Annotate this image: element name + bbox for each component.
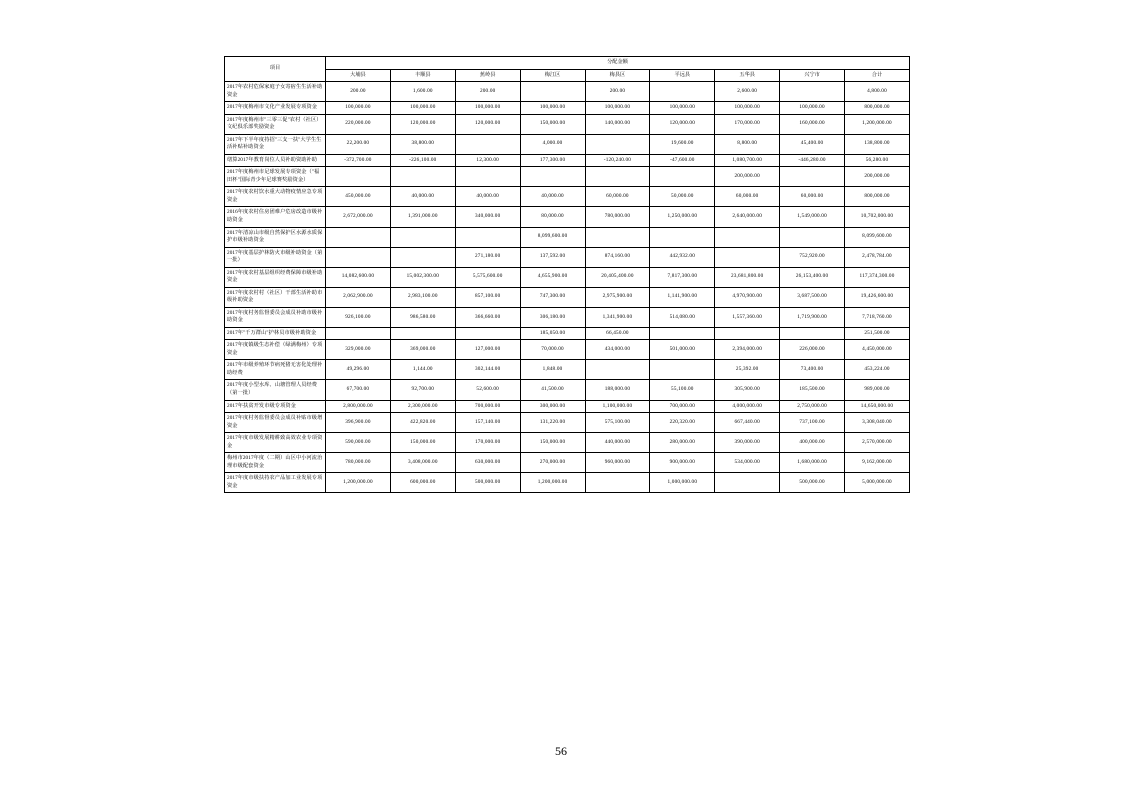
row-amount-value: -226,100.00 bbox=[390, 154, 455, 167]
table-header-row-1 bbox=[225, 57, 910, 70]
row-amount-value: 2,062,900.00 bbox=[326, 287, 391, 307]
row-amount-value: 60,000.00 bbox=[585, 187, 650, 207]
row-amount-value: 7,817,300.00 bbox=[650, 267, 715, 287]
row-item-label: 2017年度基层护林防火市级补助资金（第一批） bbox=[225, 247, 326, 267]
row-amount-value: 100,000.00 bbox=[455, 102, 520, 115]
column-header-jiaoling: 蕉岭县 bbox=[455, 69, 520, 82]
row-amount-value: 2,394,000.00 bbox=[715, 340, 780, 360]
row-amount-value: 200.00 bbox=[585, 82, 650, 102]
row-amount-value: 12,300.00 bbox=[455, 154, 520, 167]
row-amount-value: 150,000.00 bbox=[520, 433, 585, 453]
row-amount-value bbox=[780, 167, 845, 187]
row-amount-value: 329,000.00 bbox=[326, 340, 391, 360]
row-amount-value: 200.00 bbox=[326, 82, 391, 102]
row-amount-value: 150,000.00 bbox=[390, 433, 455, 453]
row-total-value: 2,478,784.00 bbox=[845, 247, 910, 267]
column-header-dabu: 大埔县 bbox=[326, 69, 391, 82]
row-total-value: 800,000.00 bbox=[845, 102, 910, 115]
row-amount-value bbox=[715, 473, 780, 493]
row-item-label: 缮算2017年教育岗位人员补助资助补助 bbox=[225, 154, 326, 167]
row-amount-value: 575,100.00 bbox=[585, 413, 650, 433]
row-total-value: 1,200,000.00 bbox=[845, 114, 910, 134]
row-amount-value: 80,000.00 bbox=[520, 207, 585, 227]
row-amount-value: 737,100.00 bbox=[780, 413, 845, 433]
row-amount-value bbox=[390, 327, 455, 340]
row-item-label: 2017年下半年度持招"三支一扶"大学生生活补贴补助资金 bbox=[225, 134, 326, 154]
row-amount-value bbox=[390, 167, 455, 187]
row-amount-value: 2,600.00 bbox=[715, 82, 780, 102]
row-amount-value: 700,000.00 bbox=[455, 400, 520, 413]
row-amount-value: 4,655,900.00 bbox=[520, 267, 585, 287]
row-amount-value: 1,144.00 bbox=[390, 360, 455, 380]
row-item-label: 2017年扶贫开发市级专项资金 bbox=[225, 400, 326, 413]
row-total-value: 138,800.00 bbox=[845, 134, 910, 154]
row-amount-value: 630,000.00 bbox=[455, 453, 520, 473]
row-amount-value bbox=[715, 227, 780, 247]
row-item-label: 2016年度农村住房团难户危房改造市级补助资金 bbox=[225, 207, 326, 227]
row-amount-value: 185,050.00 bbox=[520, 327, 585, 340]
row-amount-value: 1,391,000.00 bbox=[390, 207, 455, 227]
row-amount-value: 747,300.00 bbox=[520, 287, 585, 307]
row-amount-value bbox=[780, 227, 845, 247]
row-amount-value: 25,392.00 bbox=[715, 360, 780, 380]
row-item-label: 2017年度市级发展精耕致高效农业专项资金 bbox=[225, 433, 326, 453]
row-amount-value: 1,141,900.00 bbox=[650, 287, 715, 307]
row-amount-value: 1,848.00 bbox=[520, 360, 585, 380]
row-amount-value: 131,220.00 bbox=[520, 413, 585, 433]
column-header-pingyuan: 平远县 bbox=[650, 69, 715, 82]
row-amount-value bbox=[585, 227, 650, 247]
row-amount-value: 100,000.00 bbox=[650, 102, 715, 115]
row-amount-value: 73,400.00 bbox=[780, 360, 845, 380]
row-amount-value: 120,000.00 bbox=[650, 114, 715, 134]
row-amount-value: 874,160.00 bbox=[585, 247, 650, 267]
row-amount-value: 1,680,000.00 bbox=[780, 453, 845, 473]
table-row bbox=[225, 227, 910, 247]
row-amount-value: 514,080.00 bbox=[650, 307, 715, 327]
row-amount-value: 220,000.00 bbox=[326, 114, 391, 134]
row-item-label: 2017年农村危保家庭子女寄宿生生活补助资金 bbox=[225, 82, 326, 102]
fund-allocation-table-wrapper bbox=[224, 56, 899, 493]
row-amount-value: 100,000.00 bbox=[326, 102, 391, 115]
row-amount-value: 200.00 bbox=[455, 82, 520, 102]
row-amount-value: 26,153,400.00 bbox=[780, 267, 845, 287]
row-amount-value bbox=[650, 167, 715, 187]
row-amount-value: 422,820.00 bbox=[390, 413, 455, 433]
row-total-value: 9,162,000.00 bbox=[845, 453, 910, 473]
row-item-label: 2017年度农村基层组织经费保障市级补助资金 bbox=[225, 267, 326, 287]
row-amount-value: 780,000.00 bbox=[585, 207, 650, 227]
row-amount-value: 188,000.00 bbox=[585, 380, 650, 400]
row-total-value: 10,702,000.00 bbox=[845, 207, 910, 227]
row-amount-value: 2,672,000.00 bbox=[326, 207, 391, 227]
row-amount-value: 3,408,000.00 bbox=[390, 453, 455, 473]
row-amount-value: 160,000.00 bbox=[780, 114, 845, 134]
row-amount-value bbox=[650, 227, 715, 247]
table-row bbox=[225, 102, 910, 115]
row-amount-value: -47,600.00 bbox=[650, 154, 715, 167]
row-amount-value: 2,640,000.00 bbox=[715, 207, 780, 227]
row-amount-value: 226,000.00 bbox=[780, 340, 845, 360]
row-total-value: 56,280.00 bbox=[845, 154, 910, 167]
row-total-value: 800,000.00 bbox=[845, 187, 910, 207]
fund-allocation-table bbox=[224, 56, 910, 493]
row-amount-value bbox=[650, 327, 715, 340]
row-amount-value bbox=[455, 327, 520, 340]
table-row bbox=[225, 247, 910, 267]
row-item-label: 2017年度市级扶持农产品加工业发展专项资金 bbox=[225, 473, 326, 493]
table-row bbox=[225, 473, 910, 493]
row-total-value: 7,718,760.00 bbox=[845, 307, 910, 327]
row-amount-value: 100,000.00 bbox=[715, 102, 780, 115]
row-amount-value bbox=[585, 167, 650, 187]
row-amount-value: 1,719,900.00 bbox=[780, 307, 845, 327]
table-header bbox=[225, 57, 910, 82]
row-amount-value: 8,099,600.00 bbox=[520, 227, 585, 247]
table-row bbox=[225, 207, 910, 227]
row-amount-value: 67,700.00 bbox=[326, 380, 391, 400]
row-amount-value: 986,580.00 bbox=[390, 307, 455, 327]
row-amount-value: 270,000.00 bbox=[520, 453, 585, 473]
row-amount-value: 40,000.00 bbox=[520, 187, 585, 207]
row-amount-value: 300,000.00 bbox=[520, 400, 585, 413]
row-item-label: 2017年市级养殖环节病死猪无害化处理补助经费 bbox=[225, 360, 326, 380]
table-row bbox=[225, 360, 910, 380]
row-amount-value: 8,800.00 bbox=[715, 134, 780, 154]
row-amount-value: 667,440.00 bbox=[715, 413, 780, 433]
row-amount-value: 1,557,360.00 bbox=[715, 307, 780, 327]
table-row bbox=[225, 307, 910, 327]
row-amount-value: 450,000.00 bbox=[326, 187, 391, 207]
row-amount-value: 137,592.00 bbox=[520, 247, 585, 267]
row-total-value: 5,000,000.00 bbox=[845, 473, 910, 493]
row-amount-value: 271,180.00 bbox=[455, 247, 520, 267]
row-amount-value: 55,100.00 bbox=[650, 380, 715, 400]
row-amount-value: 5,575,600.00 bbox=[455, 267, 520, 287]
table-row bbox=[225, 380, 910, 400]
row-amount-value: 280,000.00 bbox=[650, 433, 715, 453]
table-row bbox=[225, 134, 910, 154]
row-amount-value: 340,000.00 bbox=[455, 207, 520, 227]
row-amount-value: 2,750,000.00 bbox=[780, 400, 845, 413]
column-header-wuhua: 五华县 bbox=[715, 69, 780, 82]
table-body bbox=[225, 82, 910, 493]
row-amount-value: 305,900.00 bbox=[715, 380, 780, 400]
table-row bbox=[225, 287, 910, 307]
row-amount-value: 140,000.00 bbox=[585, 114, 650, 134]
row-amount-value bbox=[455, 167, 520, 187]
row-amount-value: 1,600.00 bbox=[390, 82, 455, 102]
row-amount-value: 41,500.00 bbox=[520, 380, 585, 400]
row-amount-value: 220,320.00 bbox=[650, 413, 715, 433]
row-total-value: 989,000.00 bbox=[845, 380, 910, 400]
row-amount-value bbox=[650, 82, 715, 102]
row-item-label: 梅州市2017年度（二期）山区中小河流治理市级配套资金 bbox=[225, 453, 326, 473]
row-amount-value bbox=[585, 134, 650, 154]
table-row bbox=[225, 413, 910, 433]
row-amount-value: 306,180.00 bbox=[520, 307, 585, 327]
row-amount-value: 170,000.00 bbox=[715, 114, 780, 134]
row-amount-value: 1,549,000.00 bbox=[780, 207, 845, 227]
column-header-meijiang: 梅江区 bbox=[520, 69, 585, 82]
table-row bbox=[225, 327, 910, 340]
row-amount-value: 442,932.00 bbox=[650, 247, 715, 267]
row-amount-value bbox=[715, 247, 780, 267]
row-amount-value: 396,900.00 bbox=[326, 413, 391, 433]
row-amount-value: 390,000.00 bbox=[715, 433, 780, 453]
row-amount-value: 100,000.00 bbox=[585, 102, 650, 115]
row-item-label: 2017年度农村饮水重大动物疫情应急专项资金 bbox=[225, 187, 326, 207]
row-total-value: 251,500.00 bbox=[845, 327, 910, 340]
row-item-label: 2017年度梅州市"三零三促"农村（社区）文纪俱乐部奖励资金 bbox=[225, 114, 326, 134]
row-amount-value: 1,000,000.00 bbox=[650, 473, 715, 493]
table-header-row-2 bbox=[225, 69, 910, 82]
row-amount-value: 100,000.00 bbox=[390, 102, 455, 115]
row-amount-value bbox=[650, 360, 715, 380]
row-amount-value: 500,000.00 bbox=[455, 473, 520, 493]
row-total-value: 14,650,000.00 bbox=[845, 400, 910, 413]
row-amount-value: 1,080,700.00 bbox=[715, 154, 780, 167]
row-item-label: 2017年"千万群山"护林员市级补助资金 bbox=[225, 327, 326, 340]
row-amount-value: 1,100,000.00 bbox=[585, 400, 650, 413]
row-total-value: 3,308,040.00 bbox=[845, 413, 910, 433]
row-amount-value: 752,920.00 bbox=[780, 247, 845, 267]
row-item-label: 2017年度梅州市足球发展专项资金（"福田杯"国际青少年足球赛奖励资金） bbox=[225, 167, 326, 187]
row-amount-value bbox=[326, 247, 391, 267]
row-amount-value: 2,975,900.00 bbox=[585, 287, 650, 307]
row-item-label: 2017年清凉山市级自然保护区水源水质保护市级补助资金 bbox=[225, 227, 326, 247]
row-amount-value: -120,240.00 bbox=[585, 154, 650, 167]
row-amount-value: 100,000.00 bbox=[780, 102, 845, 115]
column-header-total: 合计 bbox=[845, 69, 910, 82]
row-item-label: 2017年度小型水库、山塘管理人员经费（第一批） bbox=[225, 380, 326, 400]
row-amount-value: 1,250,000.00 bbox=[650, 207, 715, 227]
row-amount-value: 185,500.00 bbox=[780, 380, 845, 400]
column-header-meixian: 梅县区 bbox=[585, 69, 650, 82]
row-amount-value: 960,000.00 bbox=[585, 453, 650, 473]
row-amount-value bbox=[326, 227, 391, 247]
row-amount-value: -372,700.00 bbox=[326, 154, 391, 167]
table-row bbox=[225, 167, 910, 187]
row-amount-value: 2,983,100.00 bbox=[390, 287, 455, 307]
row-amount-value: 1,341,900.00 bbox=[585, 307, 650, 327]
row-amount-value: 500,000.00 bbox=[780, 473, 845, 493]
row-amount-value: 1,200,000.00 bbox=[326, 473, 391, 493]
row-amount-value: 434,000.00 bbox=[585, 340, 650, 360]
row-total-value: 8,099,600.00 bbox=[845, 227, 910, 247]
row-amount-value: 22,200.00 bbox=[326, 134, 391, 154]
row-amount-value bbox=[715, 327, 780, 340]
row-amount-value bbox=[455, 227, 520, 247]
row-total-value: 4,450,000.00 bbox=[845, 340, 910, 360]
row-amount-value bbox=[390, 227, 455, 247]
row-amount-value: 52,600.00 bbox=[455, 380, 520, 400]
row-amount-value: 780,000.00 bbox=[326, 453, 391, 473]
row-amount-value: 3,687,500.00 bbox=[780, 287, 845, 307]
row-amount-value: 23,681,800.00 bbox=[715, 267, 780, 287]
row-amount-value: 20,405,400.00 bbox=[585, 267, 650, 287]
row-item-label: 2017年度农村村（社区）干部生活补助市级补助资金 bbox=[225, 287, 326, 307]
row-amount-value: 40,000.00 bbox=[390, 187, 455, 207]
row-amount-value: 49,296.00 bbox=[326, 360, 391, 380]
row-total-value: 4,800.00 bbox=[845, 82, 910, 102]
row-amount-value: 120,000.00 bbox=[390, 114, 455, 134]
row-total-value: 200,000.00 bbox=[845, 167, 910, 187]
row-amount-value bbox=[390, 247, 455, 267]
row-item-label: 2017年度村务监督委员会成员补助市级补助资金 bbox=[225, 307, 326, 327]
column-header-fengshun: 丰顺县 bbox=[390, 69, 455, 82]
row-amount-value: 92,700.00 bbox=[390, 380, 455, 400]
row-item-label: 2017年度梅州市文化产业发展专项资金 bbox=[225, 102, 326, 115]
table-row bbox=[225, 433, 910, 453]
row-total-value: 453,224.00 bbox=[845, 360, 910, 380]
row-total-value: 117,374,300.00 bbox=[845, 267, 910, 287]
row-amount-value: 100,000.00 bbox=[520, 102, 585, 115]
row-amount-value: 400,000.00 bbox=[780, 433, 845, 453]
row-amount-value bbox=[780, 327, 845, 340]
page-number: 56 bbox=[555, 744, 567, 758]
row-amount-value: 369,000.00 bbox=[390, 340, 455, 360]
row-amount-value: 15,002,300.00 bbox=[390, 267, 455, 287]
row-amount-value: 40,000.00 bbox=[455, 187, 520, 207]
row-amount-value: 534,000.00 bbox=[715, 453, 780, 473]
row-amount-value: 127,000.00 bbox=[455, 340, 520, 360]
table-row bbox=[225, 154, 910, 167]
row-item-label: 2017年度村务监督委员会成员补贴市级增资金 bbox=[225, 413, 326, 433]
table-row bbox=[225, 187, 910, 207]
row-amount-value bbox=[520, 82, 585, 102]
table-row bbox=[225, 340, 910, 360]
column-header-xingning: 兴宁市 bbox=[780, 69, 845, 82]
row-amount-value: 440,000.00 bbox=[585, 433, 650, 453]
row-amount-value bbox=[455, 134, 520, 154]
row-amount-value: 501,000.00 bbox=[650, 340, 715, 360]
row-amount-value: 302,144.00 bbox=[455, 360, 520, 380]
row-amount-value: 4,000.00 bbox=[520, 134, 585, 154]
row-amount-value: 14,082,600.00 bbox=[326, 267, 391, 287]
row-item-label: 2017年度镇级生态补偿（绿满梅州）专项资金 bbox=[225, 340, 326, 360]
row-amount-value: 157,140.00 bbox=[455, 413, 520, 433]
row-total-value: 2,570,000.00 bbox=[845, 433, 910, 453]
row-amount-value: 38,800.00 bbox=[390, 134, 455, 154]
row-amount-value: 50,000.00 bbox=[650, 187, 715, 207]
row-amount-value: 1,200,000.00 bbox=[520, 473, 585, 493]
row-amount-value: 60,000.00 bbox=[780, 187, 845, 207]
row-amount-value: 900,000.00 bbox=[650, 453, 715, 473]
table-row bbox=[225, 400, 910, 413]
row-amount-value: 700,000.00 bbox=[650, 400, 715, 413]
column-header-item: 项目 bbox=[225, 57, 326, 82]
row-amount-value: 66,450.00 bbox=[585, 327, 650, 340]
row-amount-value: 120,000.00 bbox=[455, 114, 520, 134]
row-amount-value: 45,400.00 bbox=[780, 134, 845, 154]
row-amount-value: 150,000.00 bbox=[520, 114, 585, 134]
row-amount-value: 200,000.00 bbox=[715, 167, 780, 187]
row-amount-value: 2,300,000.00 bbox=[390, 400, 455, 413]
row-amount-value: 4,970,900.00 bbox=[715, 287, 780, 307]
row-amount-value bbox=[520, 167, 585, 187]
table-row bbox=[225, 82, 910, 102]
row-amount-value: 590,000.00 bbox=[326, 433, 391, 453]
row-amount-value: 4,000,000.00 bbox=[715, 400, 780, 413]
column-header-group-amount: 分配金额 bbox=[326, 57, 910, 70]
row-amount-value bbox=[326, 167, 391, 187]
row-amount-value: 60,000.00 bbox=[715, 187, 780, 207]
row-amount-value bbox=[585, 473, 650, 493]
row-amount-value bbox=[780, 82, 845, 102]
row-amount-value: -446,280.00 bbox=[780, 154, 845, 167]
row-total-value: 19,426,600.00 bbox=[845, 287, 910, 307]
row-amount-value: 170,000.00 bbox=[455, 433, 520, 453]
row-amount-value: 857,100.00 bbox=[455, 287, 520, 307]
row-amount-value: 70,000.00 bbox=[520, 340, 585, 360]
row-amount-value: 366,660.00 bbox=[455, 307, 520, 327]
table-row bbox=[225, 267, 910, 287]
row-amount-value: 2,800,000.00 bbox=[326, 400, 391, 413]
table-row bbox=[225, 114, 910, 134]
row-amount-value bbox=[326, 327, 391, 340]
row-amount-value: 600,000.00 bbox=[390, 473, 455, 493]
row-amount-value: 19,600.00 bbox=[650, 134, 715, 154]
row-amount-value: 177,300.00 bbox=[520, 154, 585, 167]
row-amount-value bbox=[585, 360, 650, 380]
row-amount-value: 926,100.00 bbox=[326, 307, 391, 327]
table-row bbox=[225, 453, 910, 473]
